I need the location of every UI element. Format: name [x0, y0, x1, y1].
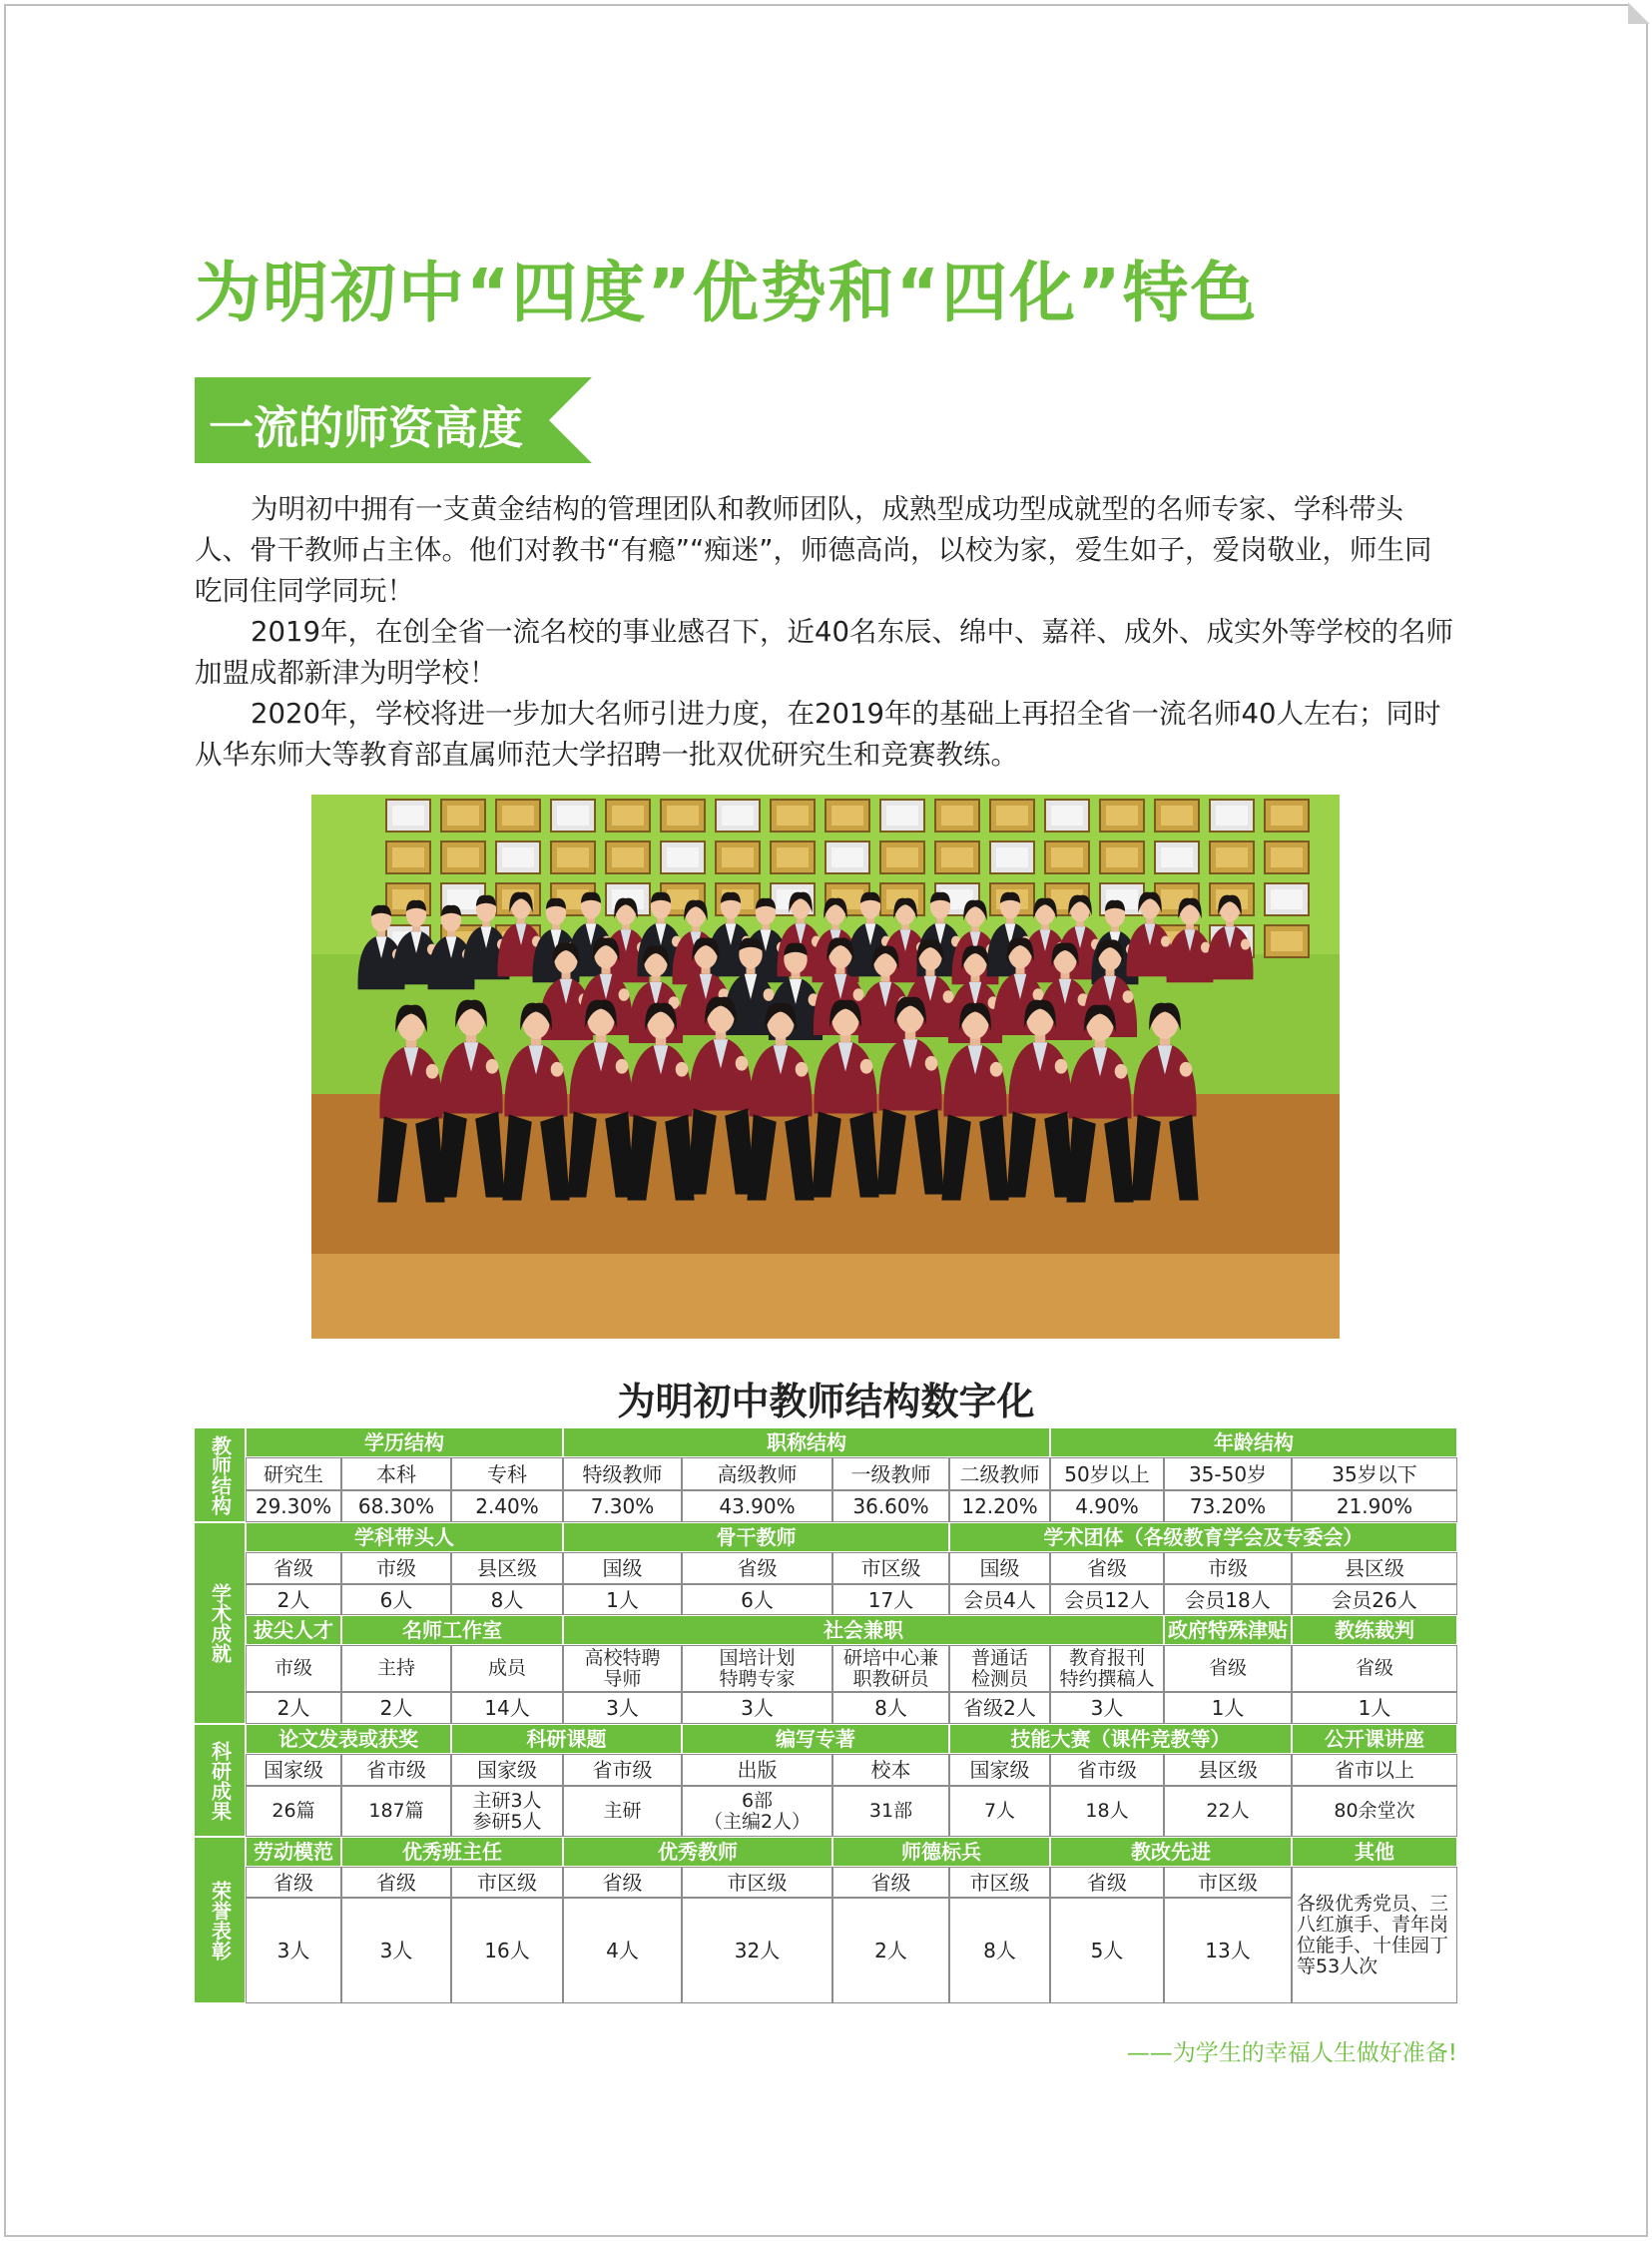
subheader-cell: 国家级: [451, 1754, 563, 1786]
subheader-cell: 教育报刊 特约撰稿人: [1050, 1645, 1164, 1692]
certificate-inner: [1106, 847, 1138, 867]
subheader-cell: 国培计划 特聘专家: [682, 1645, 832, 1692]
subheader-cell: 市级: [1164, 1552, 1292, 1584]
group-header: 优秀教师: [563, 1837, 832, 1867]
group-header: 论文发表或获奖: [246, 1724, 451, 1754]
subheader-cell: 市区级: [682, 1867, 832, 1898]
certificate-inner: [502, 806, 534, 826]
value-cell: 会员18人: [1164, 1584, 1292, 1615]
value-cell: 2人: [341, 1692, 451, 1724]
group-header: 师德标兵: [832, 1837, 1050, 1867]
value-cell: 7人: [949, 1786, 1050, 1837]
subheader-cell: 县区级: [451, 1552, 563, 1584]
subheader-cell: 省级: [246, 1867, 341, 1898]
certificate-inner: [722, 847, 754, 867]
certificate-inner: [1161, 806, 1193, 826]
value-cell: 4人: [563, 1898, 682, 2003]
value-cell: 14人: [451, 1692, 563, 1724]
subheader-cell: 省市级: [563, 1754, 682, 1786]
value-cell: 6部 （主编2人）: [682, 1786, 832, 1837]
subheader-cell: 县区级: [1292, 1552, 1457, 1584]
group-header: 职称结构: [563, 1427, 1050, 1457]
thumbs-up-hand: [1123, 990, 1134, 1003]
value-cell: 32人: [682, 1898, 832, 2003]
thumbs-up-hand: [736, 1056, 749, 1071]
certificate-inner: [996, 806, 1028, 826]
group-photo-image: [311, 795, 1340, 1339]
group-header: 教改先进: [1050, 1837, 1292, 1867]
value-cell: 主研3人 参研5人: [451, 1786, 563, 1837]
subheader-cell: 高级教师: [682, 1457, 832, 1490]
certificate-inner: [502, 847, 534, 867]
subheader-cell: 主持: [341, 1645, 451, 1692]
group-header: 其他: [1292, 1837, 1457, 1867]
certificate-inner: [392, 806, 424, 826]
teacher-structure-table: [194, 1427, 1457, 2003]
thumbs-up-hand: [943, 990, 954, 1003]
group-header: 政府特殊津贴: [1164, 1615, 1292, 1645]
subheader-cell: 校本: [832, 1754, 949, 1786]
value-cell: 1人: [1164, 1692, 1292, 1724]
group-header: 教练裁判: [1292, 1615, 1457, 1645]
value-cell: 3人: [246, 1898, 341, 2003]
certificate-inner: [612, 847, 644, 867]
value-cell: 18人: [1050, 1786, 1164, 1837]
thumbs-up-hand: [426, 1064, 439, 1079]
certificate-inner: [557, 806, 589, 826]
certificate-inner: [722, 806, 754, 826]
subheader-cell: 50岁以上: [1050, 1457, 1164, 1490]
subheader-cell: 省市级: [341, 1754, 451, 1786]
group-header: 编写专著: [682, 1724, 949, 1754]
value-cell: 8人: [832, 1692, 949, 1724]
certificate-inner: [886, 806, 918, 826]
subheader-cell: 省级: [563, 1867, 682, 1898]
group-header: 名师工作室: [341, 1615, 563, 1645]
value-cell: 80余堂次: [1292, 1786, 1457, 1837]
value-cell-other: 各级优秀党员、三八红旗手、青年岗位能手、十佳园丁等53人次: [1292, 1867, 1457, 2003]
subheader-cell: 高校特聘 导师: [563, 1645, 682, 1692]
thumbs-up-hand: [1033, 988, 1044, 1001]
subheader-cell: 省级: [1164, 1645, 1292, 1692]
paragraph: 为明初中拥有一支黄金结构的管理团队和教师团队，成熟型成功型成就型的名师专家、学科带头人、骨干教师占主体。他们对教书“有瘾”“痴迷”，师德高尚，以校为家，爱生如子，爱岗敬业，师生同吃同住同学同玩！: [195, 493, 1432, 607]
paragraph: 2020年，学校将进一步加大名师引进力度，在2019年的基础上再招全省一流名师40人左右；同时从华东师大等教育部直属师范大学招聘一批双优研究生和竞赛教练。: [195, 698, 1441, 771]
subheader-cell: 省级: [1292, 1645, 1457, 1692]
thumbs-up-hand: [619, 988, 630, 1001]
certificate-inner: [392, 847, 424, 867]
subheader-cell: 普通话 检测员: [949, 1645, 1050, 1692]
thumbs-up-hand: [1055, 1059, 1068, 1074]
page-corner-fold: [1628, 2, 1650, 24]
value-cell: 26篇: [246, 1786, 341, 1837]
group-header: 学术团体（各级教育学会及专委会）: [949, 1522, 1457, 1552]
subheader-cell: 省市以上: [1292, 1754, 1457, 1786]
section-label: 荣誉表彰: [194, 1837, 246, 2003]
subheader-cell: 市区级: [949, 1867, 1050, 1898]
subheader-cell: 成员: [451, 1645, 563, 1692]
group-header: 学历结构: [246, 1427, 563, 1457]
subheader-cell: 省级: [341, 1867, 451, 1898]
subheader-cell: 省市级: [1050, 1754, 1164, 1786]
subheader-cell: 专科: [451, 1457, 563, 1490]
section-label: 教师结构: [194, 1427, 246, 1522]
value-cell: 3人: [563, 1692, 682, 1724]
group-header: 公开课讲座: [1292, 1724, 1457, 1754]
thumbs-up-hand: [990, 1062, 1003, 1077]
certificate-inner: [1161, 847, 1193, 867]
certificate-inner: [777, 847, 809, 867]
value-cell: 12.20%: [949, 1490, 1050, 1522]
certificate-inner: [1271, 931, 1303, 951]
thumbs-up-hand: [616, 1059, 629, 1074]
certificate-inner: [1271, 847, 1303, 867]
certificate-inner: [886, 847, 918, 867]
certificate-inner: [1271, 889, 1303, 909]
subheader-cell: 省级: [1050, 1552, 1164, 1584]
subheader-cell: 国级: [949, 1552, 1050, 1584]
subheader-cell: 研培中心兼 职教研员: [832, 1645, 949, 1692]
thumbs-up-hand: [1161, 936, 1170, 947]
value-cell: 21.90%: [1292, 1490, 1457, 1522]
certificate-inner: [1216, 806, 1248, 826]
section-label: 科研成果: [194, 1724, 246, 1837]
value-cell: 5人: [1050, 1898, 1164, 2003]
group-header: 骨干教师: [563, 1522, 949, 1552]
thumbs-up-hand: [764, 988, 775, 1001]
thumbs-up-hand: [551, 1062, 564, 1077]
subheader-cell: 研究生: [246, 1457, 341, 1490]
subheader-cell: 省级: [682, 1552, 832, 1584]
value-cell: 3人: [682, 1692, 832, 1724]
group-header: 社会兼职: [563, 1615, 1164, 1645]
subheader-cell: 一级教师: [832, 1457, 949, 1490]
value-cell: 1人: [1292, 1692, 1457, 1724]
table-title: 为明初中教师结构数字化: [617, 1380, 1035, 1423]
value-cell: 8人: [451, 1584, 563, 1615]
thumbs-up-hand: [860, 1059, 873, 1074]
value-cell: 2.40%: [451, 1490, 563, 1522]
group-header: 劳动模范: [246, 1837, 341, 1867]
certificate-inner: [1051, 806, 1083, 826]
subheader-cell: 国级: [563, 1552, 682, 1584]
value-cell: 会员12人: [1050, 1584, 1164, 1615]
group-header: 学科带头人: [246, 1522, 563, 1552]
subheader-cell: 35岁以下: [1292, 1457, 1457, 1490]
value-cell: 16人: [451, 1898, 563, 2003]
value-cell: 8人: [949, 1898, 1050, 2003]
value-cell: 省级2人: [949, 1692, 1050, 1724]
value-cell: 31部: [832, 1786, 949, 1837]
certificate-inner: [612, 806, 644, 826]
value-cell: 13人: [1164, 1898, 1292, 2003]
certificate-inner: [557, 847, 589, 867]
subheader-cell: 国家级: [246, 1754, 341, 1786]
certificate-inner: [1271, 806, 1303, 826]
subheader-cell: 省级: [246, 1552, 341, 1584]
subheader-cell: 出版: [682, 1754, 832, 1786]
subheader-cell: 市级: [246, 1645, 341, 1692]
value-cell: 7.30%: [563, 1490, 682, 1522]
value-cell: 187篇: [341, 1786, 451, 1837]
value-cell: 4.90%: [1050, 1490, 1164, 1522]
subheader-cell: 本科: [341, 1457, 451, 1490]
subheader-cell: 市区级: [451, 1867, 563, 1898]
thumbs-up-hand: [1115, 1064, 1128, 1079]
certificate-inner: [667, 806, 699, 826]
value-cell: 22人: [1164, 1786, 1292, 1837]
certificate-inner: [996, 847, 1028, 867]
value-cell: 2人: [246, 1692, 341, 1724]
section-banner: [195, 377, 592, 463]
subheader-cell: 二级教师: [949, 1457, 1050, 1490]
value-cell: 3人: [341, 1898, 451, 2003]
subheader-cell: 市区级: [1164, 1867, 1292, 1898]
certificate-inner: [831, 806, 863, 826]
thumbs-up-hand: [853, 988, 864, 1001]
teacher-group-photo: [311, 795, 1340, 1339]
group-header: 科研课题: [451, 1724, 682, 1754]
value-cell: 73.20%: [1164, 1490, 1292, 1522]
value-cell: 6人: [682, 1584, 832, 1615]
value-cell: 43.90%: [682, 1490, 832, 1522]
certificate-inner: [1216, 847, 1248, 867]
group-header: 技能大赛（课件竞教等）: [949, 1724, 1292, 1754]
certificate-inner: [667, 847, 699, 867]
value-cell: 68.30%: [341, 1490, 451, 1522]
certificate-inner: [777, 806, 809, 826]
footer-slogan: ——为学生的幸福人生做好准备!: [1126, 2040, 1457, 2066]
subheader-cell: 35-50岁: [1164, 1457, 1292, 1490]
page-title: 为明初中“四度”优势和“四化”特色: [195, 255, 1259, 331]
certificate-inner: [831, 847, 863, 867]
certificate-inner: [447, 806, 479, 826]
value-cell: 6人: [341, 1584, 451, 1615]
value-cell: 36.60%: [832, 1490, 949, 1522]
value-cell: 会员26人: [1292, 1584, 1457, 1615]
value-cell: 3人: [1050, 1692, 1164, 1724]
value-cell: 2人: [832, 1898, 949, 2003]
thumbs-up-hand: [486, 1059, 499, 1074]
group-header: 年龄结构: [1050, 1427, 1457, 1457]
certificate-inner: [1051, 847, 1083, 867]
certificate-inner: [447, 847, 479, 867]
section-label: 学术成就: [194, 1522, 246, 1724]
value-cell: 17人: [832, 1584, 949, 1615]
subheader-cell: 县区级: [1164, 1754, 1292, 1786]
group-header: 拔尖人才: [246, 1615, 341, 1645]
certificate-inner: [941, 806, 973, 826]
thumbs-up-hand: [1241, 939, 1250, 950]
section-title: 一流的师资高度: [209, 401, 524, 454]
subheader-cell: 市区级: [832, 1552, 949, 1584]
thumbs-up-hand: [676, 1062, 689, 1077]
value-cell: 会员4人: [949, 1584, 1050, 1615]
thumbs-up-hand: [1180, 1062, 1193, 1077]
value-cell: 主研: [563, 1786, 682, 1837]
subheader-cell: 市级: [341, 1552, 451, 1584]
subheader-cell: 省级: [832, 1867, 949, 1898]
subheader-cell: 特级教师: [563, 1457, 682, 1490]
value-cell: 1人: [563, 1584, 682, 1615]
thumbs-up-hand: [796, 1062, 809, 1077]
certificate-inner: [1106, 806, 1138, 826]
value-cell: 2人: [246, 1584, 341, 1615]
stage-step: [311, 1254, 1340, 1339]
group-header: 优秀班主任: [341, 1837, 563, 1867]
thumbs-up-hand: [925, 1056, 938, 1071]
subheader-cell: 国家级: [949, 1754, 1050, 1786]
paragraph: 2019年，在创全省一流名校的事业感召下，近40名东辰、绵中、嘉祥、成外、成实外等学校的名师加盟成都新津为明学校！: [195, 616, 1453, 689]
certificate-inner: [941, 847, 973, 867]
value-cell: 29.30%: [246, 1490, 341, 1522]
intro-text: [195, 489, 1457, 776]
subheader-cell: 省级: [1050, 1867, 1164, 1898]
